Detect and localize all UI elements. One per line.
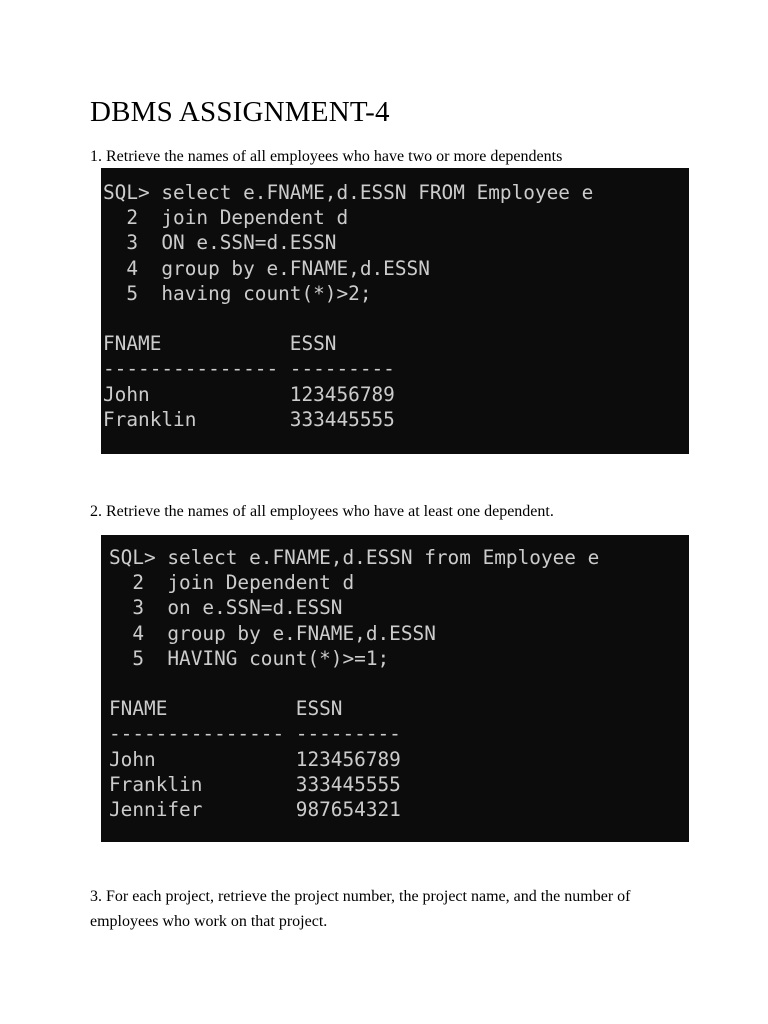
sql-query-line: 4 group by e.FNAME,d.ESSN [109,621,436,645]
sql-query-line: 5 having count(*)>2; [103,281,372,305]
sql-query-line: SQL> select e.FNAME,d.ESSN from Employee e [109,546,600,569]
question-3: 3. For each project, retrieve the project number, the project name, and the number of employees who work on that project. [90,888,631,930]
blank-line [109,671,689,696]
result-separator: --------------- --------- [109,722,401,746]
sql-query-line: 5 HAVING count(*)>=1; [109,646,390,670]
terminal-screenshot-2 [101,535,689,842]
blank-line [103,306,689,331]
sql-query-line: 3 ON e.SSN=d.ESSN [103,231,337,255]
sql-query-line: 2 join Dependent d [103,206,349,230]
result-row: Jennifer 987654321 [109,797,401,821]
result-row: Franklin 333445555 [109,772,401,796]
result-row: John 123456789 [109,747,401,771]
result-row: John 123456789 [103,382,395,406]
sql-query-line: 4 group by e.FNAME,d.ESSN [103,256,430,280]
sql-query-line: SQL> select e.FNAME,d.ESSN FROM Employee e [103,181,594,204]
question-1: 1. Retrieve the names of all employees who have two or more dependents [90,148,563,165]
sql-query-line: 3 on e.SSN=d.ESSN [109,596,343,620]
result-header: FNAME ESSN [109,697,343,721]
document-title: DBMS ASSIGNMENT-4 [90,96,390,128]
result-separator: --------------- --------- [103,357,395,381]
question-2: 2. Retrieve the names of all employees who have at least one dependent. [90,503,554,520]
result-header: FNAME ESSN [103,332,337,356]
result-row: Franklin 333445555 [103,407,395,431]
sql-query-line: 2 join Dependent d [109,571,355,595]
terminal-screenshot-1 [101,168,689,454]
